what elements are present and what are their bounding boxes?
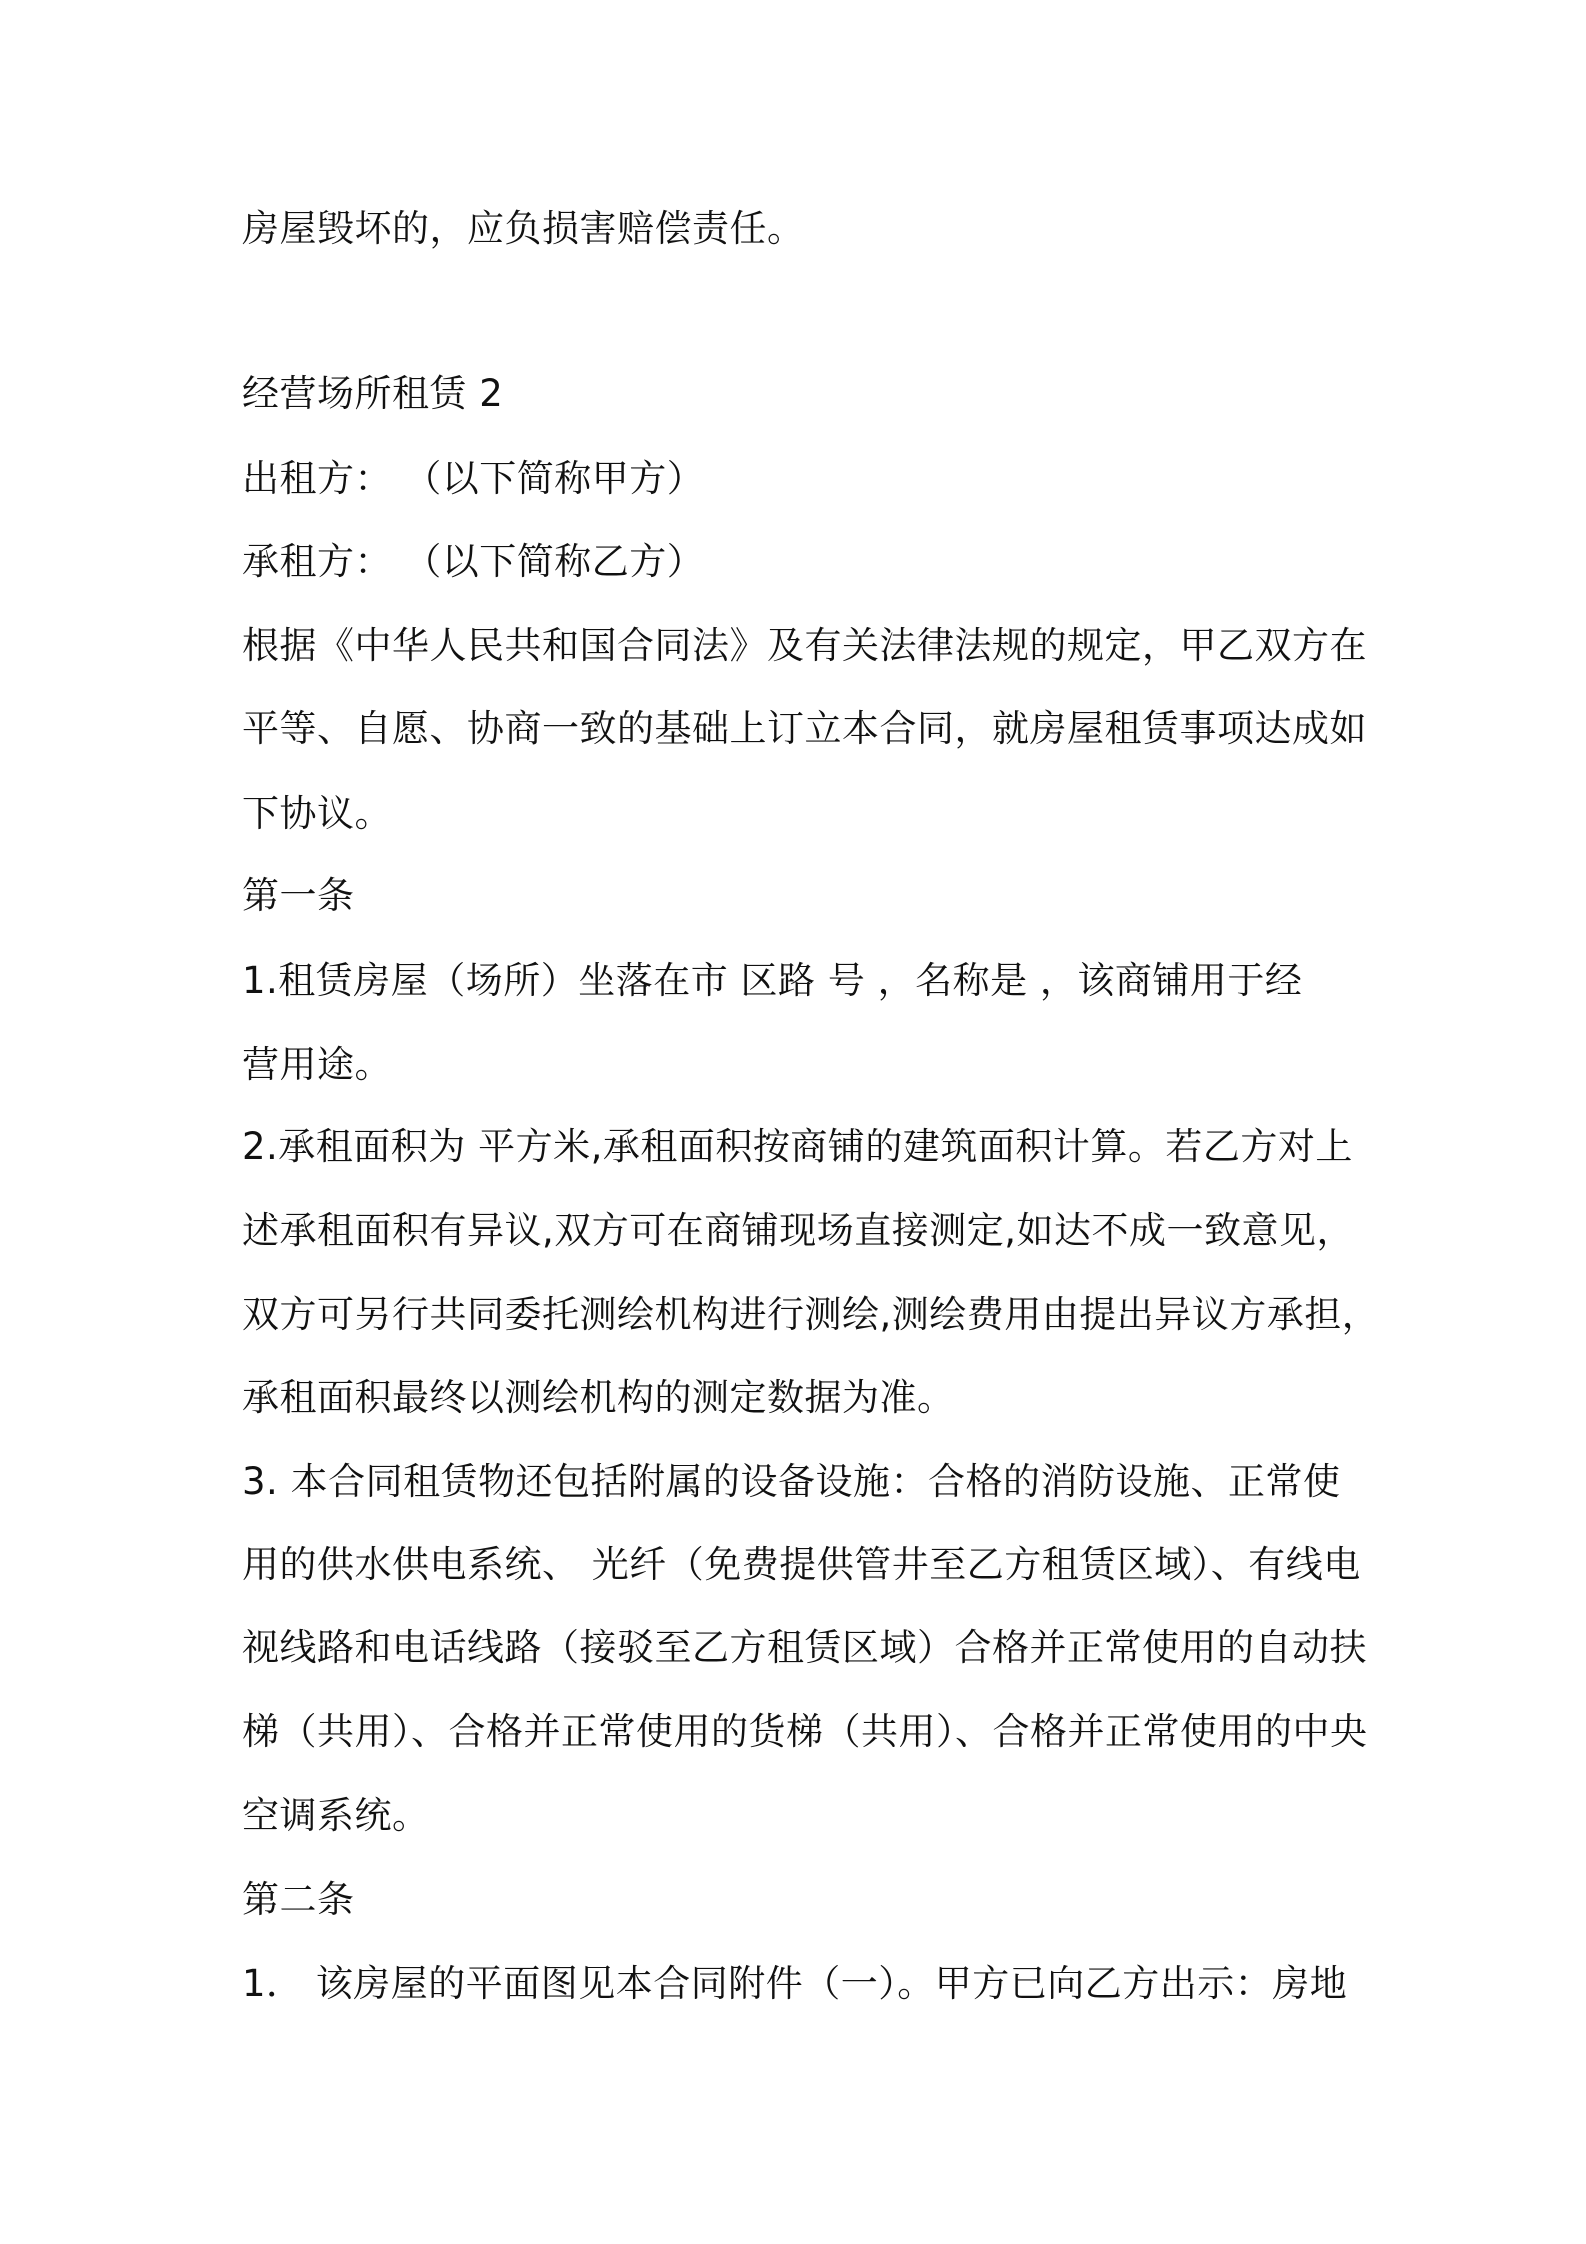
paragraph-line: 述承租面积有异议,双方可在商铺现场直接测定,如达不成一致意见，	[242, 1209, 1355, 1252]
paragraph-line: 下协议。	[242, 792, 392, 835]
paragraph-line: 用的供水供电系统、 光纤（免费提供管井至乙方租赁区域）、有线电	[242, 1543, 1361, 1586]
paragraph-line: 3. 本合同租赁物还包括附属的设备设施：合格的消防设施、正常使	[242, 1460, 1341, 1503]
paragraph-line: 平等、自愿、协商一致的基础上订立本合同，就房屋租赁事项达成如	[242, 707, 1367, 750]
lessor-line: 出租方： （以下简称甲方）	[242, 457, 705, 500]
paragraph-line: 承租面积最终以测绘机构的测定数据为准。	[242, 1376, 955, 1419]
paragraph-line: 1． 该房屋的平面图见本合同附件（一）。甲方已向乙方出示：房地	[242, 1962, 1348, 2005]
paragraph-line: 房屋毁坏的，应负损害赔偿责任。	[242, 207, 805, 250]
paragraph-line: 梯（共用）、合格并正常使用的货梯（共用）、合格并正常使用的中央	[242, 1710, 1368, 1753]
paragraph-line: 1.租赁房屋（场所）坐落在市 区路 号 ，名称是 ，该商铺用于经	[242, 959, 1303, 1002]
lessee-line: 承租方： （以下简称乙方）	[242, 540, 705, 583]
article-heading: 第二条	[242, 1878, 355, 1921]
paragraph-line: 2.承租面积为 平方米,承租面积按商铺的建筑面积计算。若乙方对上	[242, 1125, 1353, 1168]
section-title: 经营场所租赁 2	[242, 372, 504, 415]
paragraph-line: 营用途。	[242, 1043, 392, 1086]
paragraph-line: 视线路和电话线路（接驳至乙方租赁区域）合格并正常使用的自动扶	[242, 1626, 1367, 1669]
paragraph-line: 根据《中华人民共和国合同法》及有关法律法规的规定，甲乙双方在	[242, 624, 1367, 667]
paragraph-line: 双方可另行共同委托测绘机构进行测绘,测绘费用由提出异议方承担，	[242, 1293, 1380, 1336]
paragraph-line: 空调系统。	[242, 1794, 430, 1837]
article-heading: 第一条	[242, 874, 355, 917]
